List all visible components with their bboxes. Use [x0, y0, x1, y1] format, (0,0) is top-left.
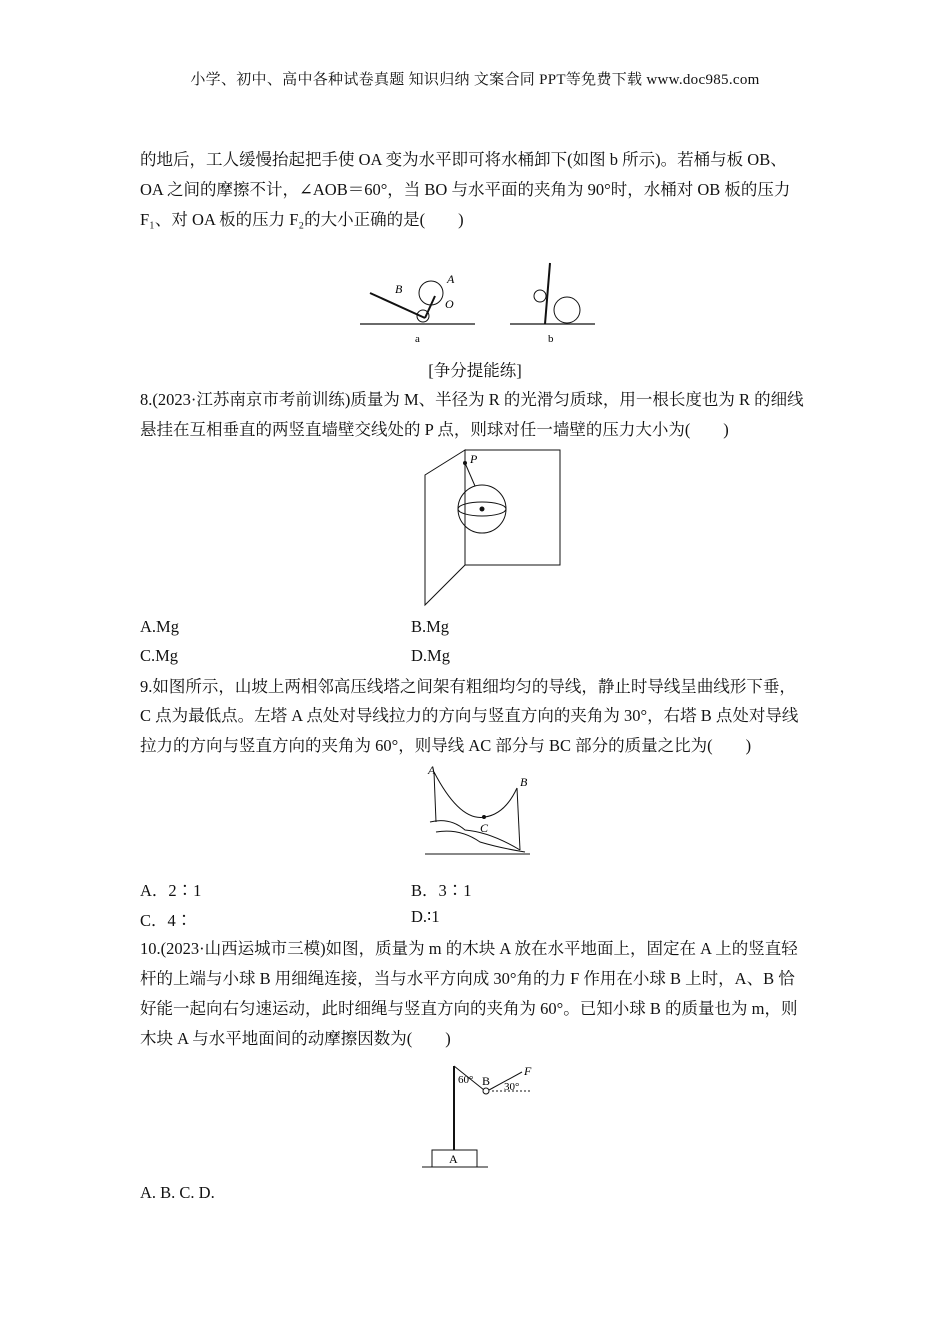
option-c[interactable]: C．4∶	[140, 911, 193, 930]
option-c[interactable]: C.Mg	[140, 646, 179, 665]
q10-line: 木块 A 与水平地面间的动摩擦因数为( )	[140, 1029, 451, 1048]
label-a-point: A	[447, 272, 455, 286]
q10-options[interactable]: A. B. C. D.	[140, 1183, 215, 1202]
label-b-point: B	[520, 775, 528, 789]
q7-line: OA 之间的摩擦不计，∠AOB＝60°，当 BO 与水平面的夹角为 90°时，水桶对 OB 板的压力	[140, 180, 791, 199]
label-b-point: B	[482, 1074, 491, 1088]
caption-a: a	[415, 333, 420, 345]
option-b[interactable]: B．3∶1	[411, 881, 472, 900]
option-d[interactable]: D.Mg	[411, 646, 450, 665]
q7-line: 的地后，工人缓慢抬起把手使 OA 变为水平即可将水桶卸下(如图 b 所示)。若桶与板 OB、	[140, 150, 787, 169]
caption-b: b	[548, 333, 554, 345]
q9-line: C 点为最低点。左塔 A 点处对导线拉力的方向与竖直方向的夹角为 30°，右塔 B 点处对导线	[140, 706, 799, 725]
label-b-point: B	[395, 282, 403, 296]
angle-30-label: 30°	[504, 1081, 520, 1093]
label-a-point: A	[428, 763, 436, 777]
q7-line: F₁、对 OA 板的压力 F₂的大小正确的是( )	[140, 210, 464, 229]
page-header: 小学、初中、高中各种试卷真题 知识归纳 文案合同 PPT等免费下载 www.doc985.com	[190, 72, 760, 88]
q10-line: 杆的上端与小球 B 用细绳连接，当与水平方向成 30°角的力 F 作用在小球 B 上时，A、B 恰	[140, 969, 795, 988]
option-d[interactable]: D.∶1	[411, 907, 440, 926]
q10-line: 10.(2023·山西运城市三模)如图，质量为 m 的木块 A 放在水平地面上，固定在 A 上的竖直轻	[140, 939, 798, 958]
option-a[interactable]: A.Mg	[140, 617, 179, 636]
angle-60-label: 60°	[458, 1074, 474, 1086]
label-o-point: O	[445, 297, 454, 311]
force-f-label: F	[524, 1064, 532, 1078]
block-a-label: A	[449, 1152, 458, 1166]
q8-line: 悬挂在互相垂直的两竖直墙壁交线处的 P 点，则球对任一墙壁的压力大小为( )	[140, 420, 729, 439]
label-c-point: C	[480, 821, 489, 835]
q10-figure	[410, 1060, 550, 1175]
section-title: [争分提能练]	[428, 361, 522, 380]
q9-line: 拉力的方向与竖直方向的夹角为 60°，则导线 AC 部分与 BC 部分的质量之比为( )	[140, 736, 752, 755]
q8-line: 8.(2023·江苏南京市考前训练)质量为 M、半径为 R 的光滑匀质球，用一根长度也为 R 的细线	[140, 390, 804, 409]
q8-figure	[420, 445, 580, 610]
q9-figure	[420, 762, 535, 862]
q9-line: 9.如图所示，山坡上两相邻高压线塔之间架有粗细均匀的导线，静止时导线呈曲线形下垂，	[140, 677, 796, 696]
option-a[interactable]: A．2∶1	[140, 881, 202, 900]
label-p-point: P	[470, 452, 478, 466]
option-b[interactable]: B.Mg	[411, 617, 450, 636]
q10-line: 好能一起向右匀速运动，此时细绳与竖直方向的夹角为 60°。已知小球 B 的质量也为 m，则	[140, 999, 798, 1018]
q7-figure	[355, 258, 605, 348]
